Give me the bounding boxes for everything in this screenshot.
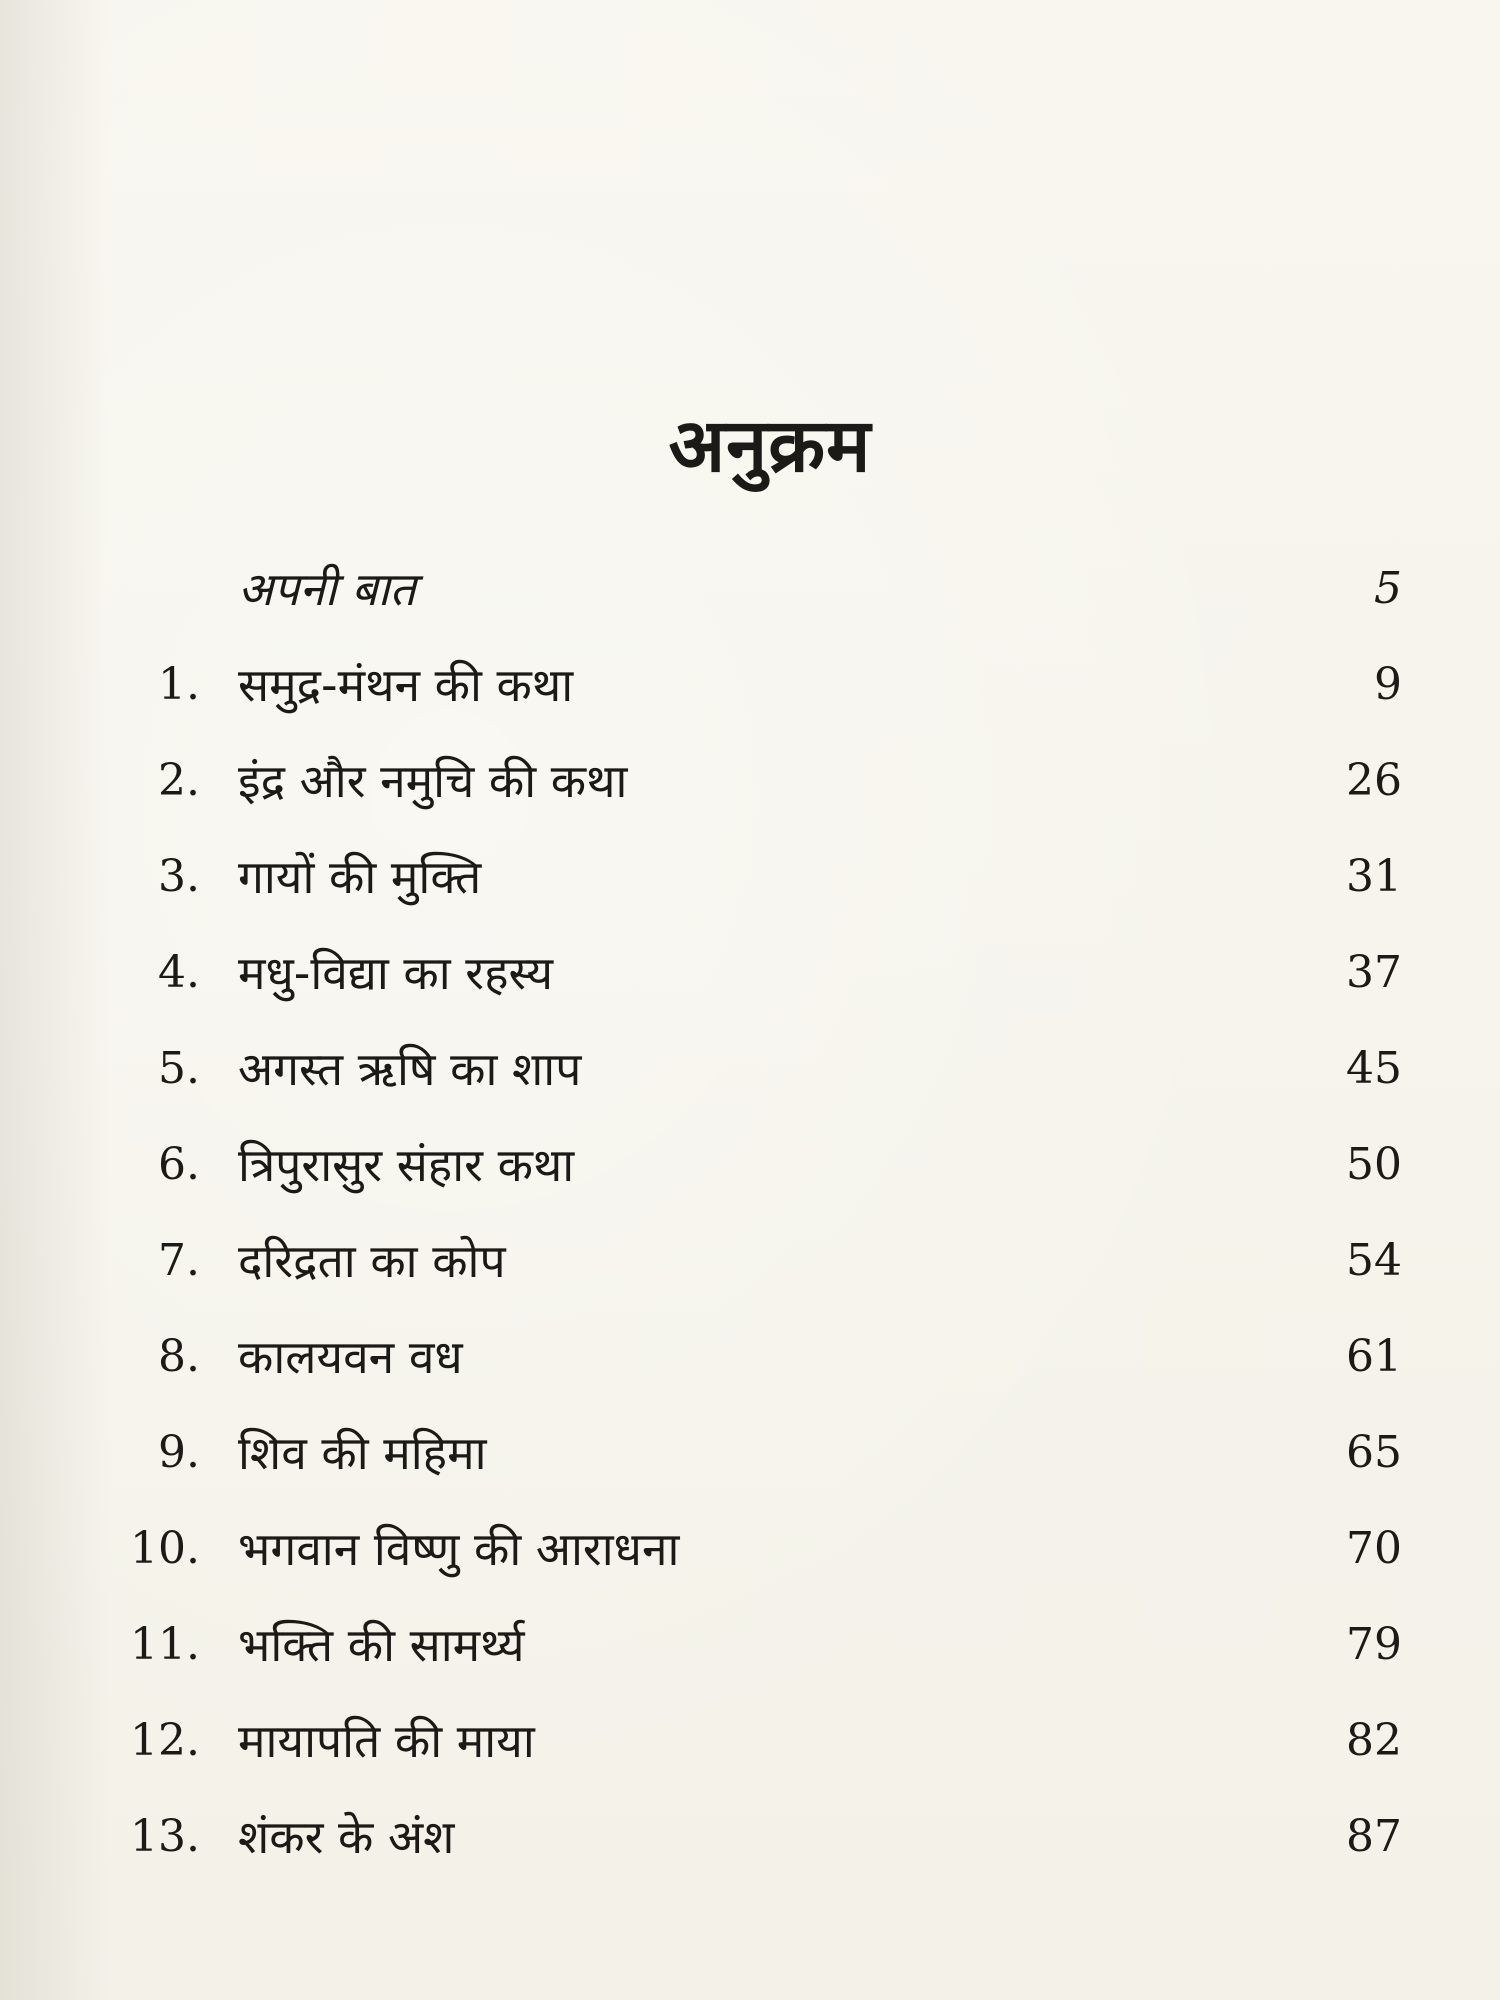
toc-entry-page: 5 [1374, 563, 1402, 614]
toc-entry [0, 1697, 1500, 1793]
toc-entry [0, 1025, 1500, 1121]
toc-entry [0, 641, 1500, 737]
toc-entry-page: 54 [1346, 1235, 1402, 1286]
toc-entry [0, 1409, 1500, 1505]
toc-entry-page: 26 [1346, 755, 1402, 806]
toc-entry-number: 2. [158, 755, 200, 806]
toc-entry [0, 1121, 1500, 1217]
toc-entry-number: 4. [158, 947, 200, 998]
toc-entry-page: 9 [1374, 659, 1402, 710]
toc-entry-page: 37 [1346, 947, 1402, 998]
toc-entry-intro [0, 545, 1500, 641]
toc-entry-page: 61 [1346, 1331, 1402, 1382]
toc-entry-page: 31 [1346, 851, 1402, 902]
toc-entry-page: 65 [1346, 1427, 1402, 1478]
toc-entry-title: शिव की महिमा [238, 1426, 487, 1480]
toc-entry-title: त्रिपुरासुर संहार कथा [238, 1138, 575, 1192]
toc-entry-title: शंकर के अंश [238, 1810, 455, 1864]
toc-entry [0, 1601, 1500, 1697]
toc-entry-number: 5. [158, 1043, 200, 1094]
toc-entry-title: मधु-विद्या का रहस्य [238, 946, 554, 1000]
toc-entry-title: अगस्त ऋषि का शाप [238, 1042, 582, 1096]
toc-entry-title: दरिद्रता का कोप [238, 1234, 506, 1288]
toc-entry-title: गायों की मुक्ति [238, 850, 482, 904]
toc-entry-number: 9. [158, 1427, 200, 1478]
toc-entry-page: 50 [1346, 1139, 1402, 1190]
toc-entry-title: भक्ति की सामर्थ्य [238, 1618, 525, 1672]
toc-entry-number: 11. [130, 1619, 200, 1670]
toc-entry-number: 3. [158, 851, 200, 902]
toc-entry-number: 13. [130, 1811, 200, 1862]
toc-entry [0, 1793, 1500, 1889]
toc-entry-title: भगवान विष्णु की आराधना [238, 1522, 680, 1576]
toc-entry-number: 1. [158, 659, 200, 710]
toc-entry-number: 6. [158, 1139, 200, 1190]
toc-entry-title: कालयवन वध [238, 1330, 463, 1384]
toc-entry [0, 737, 1500, 833]
toc-entry-title: मायापति की माया [238, 1714, 535, 1768]
toc-entry-title: इंद्र और नमुचि की कथा [238, 754, 628, 808]
toc-entry-number: 7. [158, 1235, 200, 1286]
toc-entry-page: 79 [1346, 1619, 1402, 1670]
toc-entry-page: 87 [1346, 1811, 1402, 1862]
toc-entry [0, 1313, 1500, 1409]
toc-entry-page: 70 [1346, 1523, 1402, 1574]
page-title: अनुक्रम [668, 403, 872, 489]
toc-entry-page: 45 [1346, 1043, 1402, 1094]
toc-entry-number: 8. [158, 1331, 200, 1382]
toc-entry-title: समुद्र-मंथन की कथा [238, 658, 574, 712]
toc-entry-page: 82 [1346, 1715, 1402, 1766]
toc-entry-title: अपनी बात [238, 562, 416, 616]
toc-entry-number: 12. [130, 1715, 200, 1766]
toc-entry [0, 929, 1500, 1025]
toc-entry [0, 1217, 1500, 1313]
toc-entry [0, 1505, 1500, 1601]
toc-entry [0, 833, 1500, 929]
toc-entry-number: 10. [130, 1523, 200, 1574]
